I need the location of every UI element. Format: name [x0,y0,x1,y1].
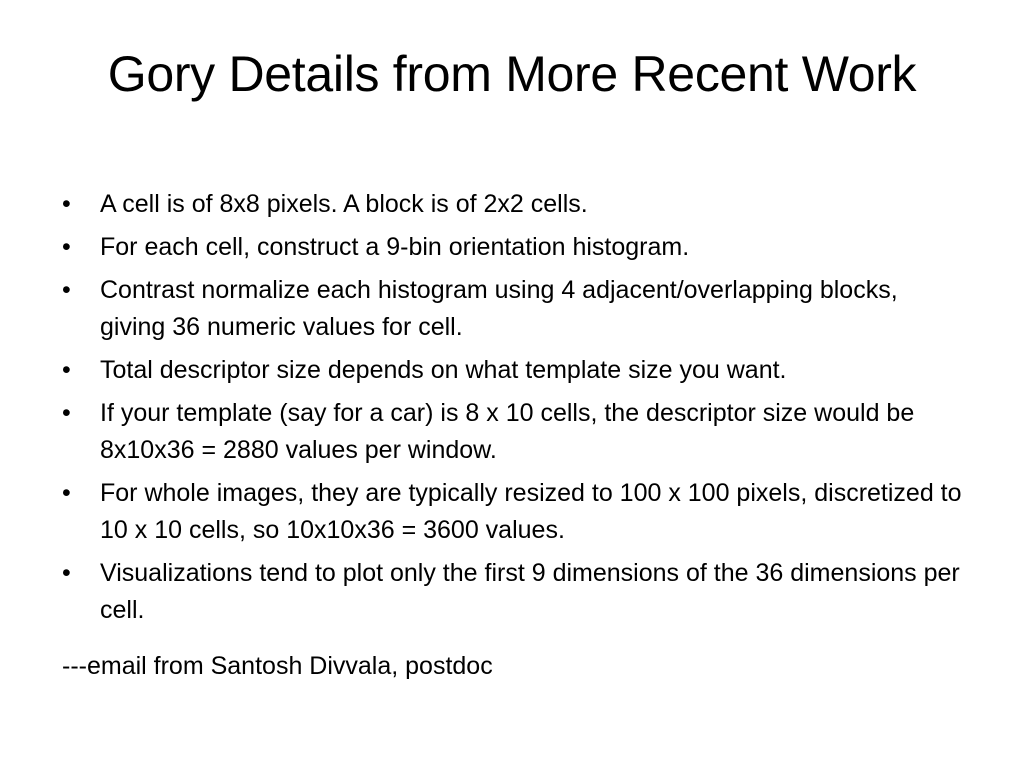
attribution-footnote: ---email from Santosh Divvala, postdoc [62,652,493,680]
bullet-marker: • [62,399,71,427]
bullet-text: Contrast normalize each histogram using 4 adjacent/overlapping blocks, giving 36 numeric values for cell. [100,276,898,341]
bullet-marker: • [62,559,71,587]
list-item [62,475,962,549]
bullet-marker: • [62,190,71,218]
list-item [62,272,962,346]
list-item [62,555,962,629]
list-item [62,395,962,469]
slide-title: Gory Details from More Recent Work [107,46,917,102]
bullet-marker: • [62,479,71,507]
bullet-text: If your template (say for a car) is 8 x 10 cells, the descriptor size would be 8x10x36 = 2880 values per window. [100,399,915,464]
bullet-list [62,186,962,635]
list-item [62,186,962,223]
bullet-text: Total descriptor size depends on what template size you want. [100,356,787,384]
bullet-text: Visualizations tend to plot only the first 9 dimensions of the 36 dimensions per cell. [100,559,960,624]
list-item [62,352,962,389]
bullet-marker: • [62,276,71,304]
bullet-marker: • [62,356,71,384]
bullet-marker: • [62,233,71,261]
bullet-text: A cell is of 8x8 pixels. A block is of 2x2 cells. [100,190,588,218]
bullet-text: For whole images, they are typically resized to 100 x 100 pixels, discretized to 10 x 10 cells, so 10x10x36 = 3600 values. [100,479,962,544]
list-item [62,229,962,266]
bullet-text: For each cell, construct a 9-bin orientation histogram. [100,233,690,261]
